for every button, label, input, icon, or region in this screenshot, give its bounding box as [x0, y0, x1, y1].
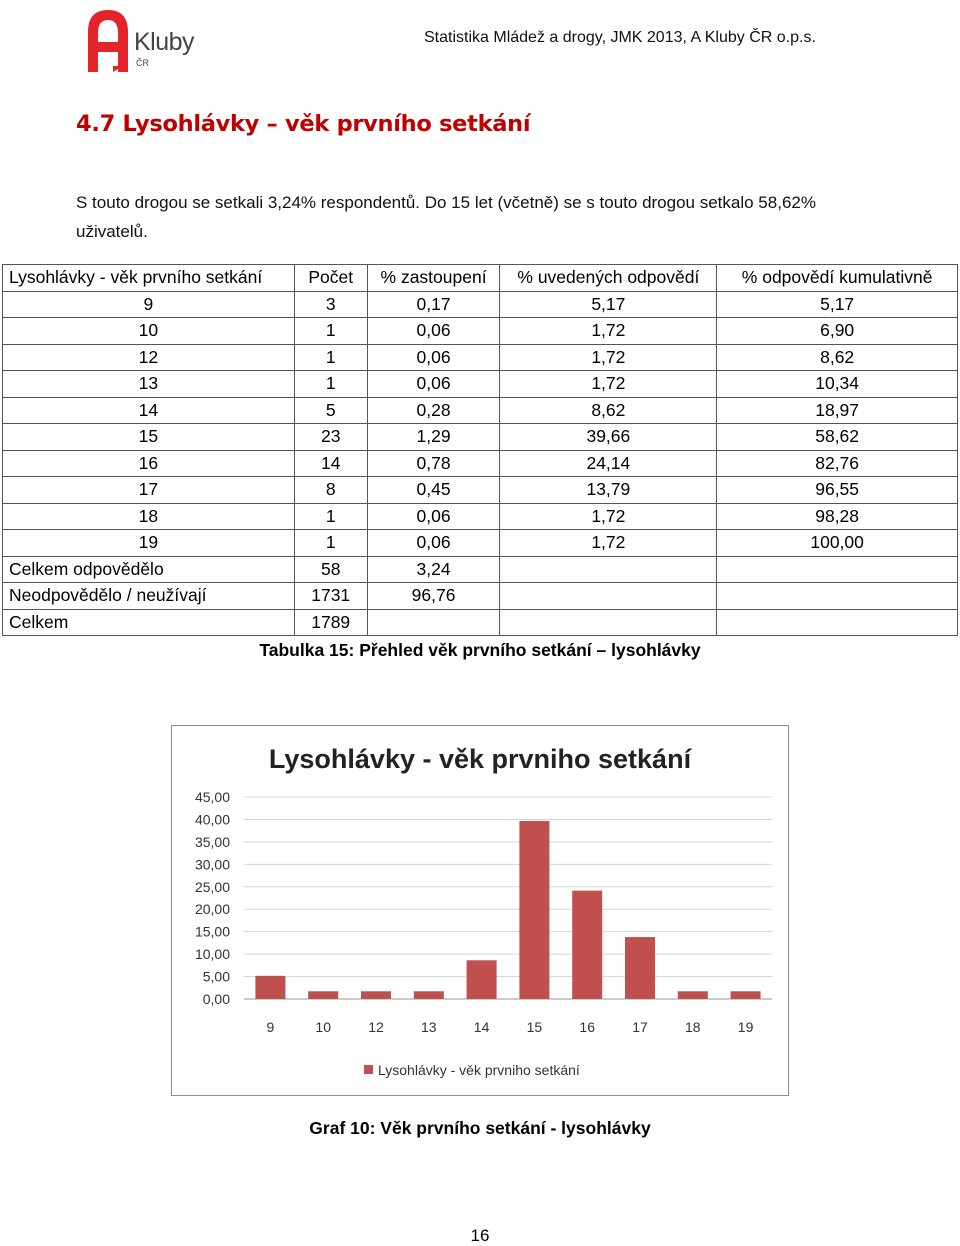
table-row: [3, 318, 958, 345]
column-header: Počet: [294, 265, 367, 292]
section-heading: 4.7 Lysohlávky – věk prvního setkání: [76, 111, 531, 137]
table-caption: Tabulka 15: Přehled věk prvního setkání – lysohlávky: [259, 640, 701, 660]
table-cell: Celkem odpovědělo: [3, 556, 295, 583]
bar: [625, 937, 655, 999]
y-tick-label: 45,00: [194, 789, 230, 805]
table-cell: 0,17: [367, 291, 500, 318]
table-cell: 9: [3, 291, 295, 318]
table-cell: 19: [3, 530, 295, 557]
bar: [731, 991, 761, 999]
table-cell: 12: [3, 344, 295, 371]
page-number: 16: [470, 1226, 490, 1245]
table-cell: 1731: [294, 583, 367, 610]
table-cell: 18: [3, 503, 295, 530]
column-header: % odpovědí kumulativně: [717, 265, 958, 292]
table-summary-row: [3, 609, 958, 636]
table-cell: [500, 583, 717, 610]
bar: [361, 991, 391, 999]
table-summary-row: [3, 583, 958, 610]
y-tick-label: 5,00: [202, 968, 230, 985]
bar: [678, 991, 708, 999]
table-cell: 3: [294, 291, 367, 318]
table-cell: 5: [294, 397, 367, 424]
column-header: Lysohlávky - věk prvního setkání: [3, 265, 295, 292]
table-row: [3, 424, 958, 451]
intro-paragraph: S touto drogou se setkali 3,24% respondentů. Do 15 let (včetně) se s touto drogou setkalo 58,62% uživatelů.: [76, 193, 816, 241]
x-tick-label: 16: [579, 1019, 595, 1035]
table-cell: 14: [294, 450, 367, 477]
table-header-row: [3, 265, 958, 292]
bar-chart: [172, 726, 788, 1095]
table-summary-row: [3, 556, 958, 583]
x-tick-label: 12: [368, 1019, 384, 1035]
y-tick-label: 40,00: [194, 811, 230, 828]
table-cell: 1,72: [500, 344, 717, 371]
table-cell: 96,76: [367, 583, 500, 610]
table-cell: 15: [3, 424, 295, 451]
y-tick-label: 20,00: [194, 901, 230, 918]
table-cell: 0,06: [367, 530, 500, 557]
x-tick-label: 15: [526, 1019, 543, 1035]
y-tick-label: 15,00: [194, 923, 230, 940]
x-tick-label: 9: [266, 1019, 275, 1035]
table-cell: Celkem: [3, 609, 295, 636]
table-cell: 0,06: [367, 371, 500, 398]
y-tick-label: 25,00: [194, 878, 230, 895]
table-row: [3, 530, 958, 557]
table-cell: 10,34: [717, 371, 958, 398]
table-cell: 1,72: [500, 318, 717, 345]
chart-caption: Graf 10: Věk prvního setkání - lysohlávky: [309, 1118, 651, 1138]
table-cell: 0,06: [367, 503, 500, 530]
table-cell: 10: [3, 318, 295, 345]
logo: [86, 8, 216, 74]
table-cell: 24,14: [500, 450, 717, 477]
logo-text: Kluby: [134, 28, 195, 56]
bar: [467, 960, 497, 999]
x-tick-label: 10: [315, 1019, 331, 1035]
table-cell: [500, 609, 717, 636]
table-cell: [367, 609, 500, 636]
table-cell: 23: [294, 424, 367, 451]
table-cell: 1,72: [500, 530, 717, 557]
table-cell: 0,78: [367, 450, 500, 477]
chart-container: [171, 725, 789, 1096]
table-row: [3, 344, 958, 371]
table-cell: 1: [294, 503, 367, 530]
table-cell: [717, 556, 958, 583]
table-cell: 3,24: [367, 556, 500, 583]
table-cell: 18,97: [717, 397, 958, 424]
table-cell: 0,28: [367, 397, 500, 424]
table-cell: 100,00: [717, 530, 958, 557]
header-title: Statistika Mládež a drogy, JMK 2013, A Kluby ČR o.p.s.: [424, 29, 816, 46]
table-cell: 1,29: [367, 424, 500, 451]
logo-subtext: ČR: [136, 58, 149, 68]
table-cell: [717, 583, 958, 610]
x-tick-label: 17: [632, 1019, 648, 1035]
table-row: [3, 397, 958, 424]
column-header: % zastoupení: [367, 265, 500, 292]
table-cell: 6,90: [717, 318, 958, 345]
table-cell: 58,62: [717, 424, 958, 451]
table-cell: [717, 609, 958, 636]
table-cell: Neodpovědělo / neužívají: [3, 583, 295, 610]
table-cell: 0,45: [367, 477, 500, 504]
table-row: [3, 503, 958, 530]
table-cell: 96,55: [717, 477, 958, 504]
bar: [308, 991, 338, 999]
x-tick-label: 13: [421, 1019, 437, 1035]
table-cell: 39,66: [500, 424, 717, 451]
table-row: [3, 291, 958, 318]
x-tick-label: 14: [473, 1019, 490, 1035]
bar: [414, 991, 444, 999]
y-tick-label: 0,00: [202, 991, 230, 1007]
table-cell: 5,17: [500, 291, 717, 318]
table-row: [3, 450, 958, 477]
table-cell: 8,62: [500, 397, 717, 424]
table-body: [3, 291, 958, 636]
column-header: % uvedených odpovědí: [500, 265, 717, 292]
bar: [572, 891, 602, 999]
table-cell: 1: [294, 318, 367, 345]
table-cell: 13,79: [500, 477, 717, 504]
table-cell: 1,72: [500, 503, 717, 530]
x-tick-label: 18: [685, 1019, 701, 1035]
table-cell: 16: [3, 450, 295, 477]
table-row: [3, 477, 958, 504]
table-row: [3, 371, 958, 398]
legend-swatch: [364, 1065, 373, 1074]
x-tick-label: 19: [737, 1019, 754, 1035]
table-cell: 82,76: [717, 450, 958, 477]
table-cell: 17: [3, 477, 295, 504]
age-first-contact-table: [2, 264, 958, 636]
table-cell: 8,62: [717, 344, 958, 371]
table-cell: 5,17: [717, 291, 958, 318]
table-cell: 1: [294, 530, 367, 557]
table-cell: 14: [3, 397, 295, 424]
table-cell: 98,28: [717, 503, 958, 530]
legend-label: Lysohlávky - věk prvniho setkání: [378, 1062, 580, 1078]
y-tick-label: 35,00: [194, 833, 230, 850]
chart-title: Lysohlávky - věk prvniho setkání: [268, 744, 692, 774]
y-tick-label: 30,00: [194, 856, 230, 873]
y-tick-label: 10,00: [194, 946, 230, 963]
bar: [255, 976, 285, 999]
table-cell: 0,06: [367, 344, 500, 371]
table-cell: 58: [294, 556, 367, 583]
table-cell: 1,72: [500, 371, 717, 398]
table-cell: 1: [294, 371, 367, 398]
table-cell: 1789: [294, 609, 367, 636]
bar: [519, 821, 549, 999]
table-cell: 8: [294, 477, 367, 504]
table-cell: 13: [3, 371, 295, 398]
table-cell: 0,06: [367, 318, 500, 345]
table-cell: 1: [294, 344, 367, 371]
table-cell: [500, 556, 717, 583]
